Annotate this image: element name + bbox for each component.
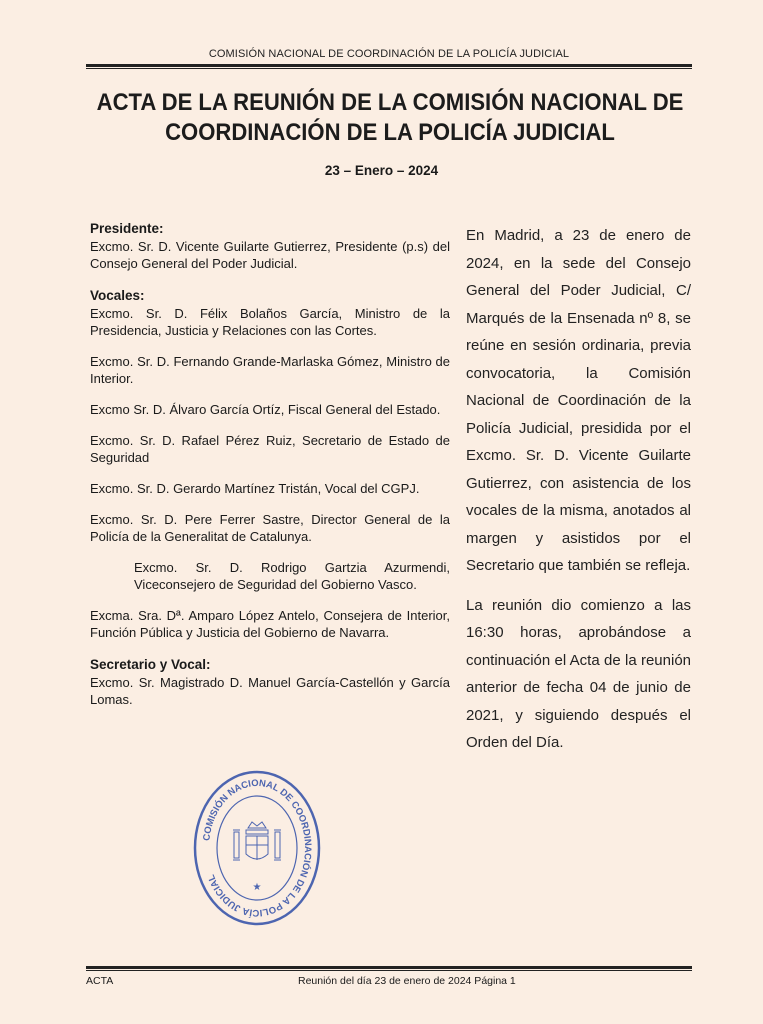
svg-text:COMISIÓN NACIONAL DE COORDINAC: COMISIÓN NACIONAL DE COORDINACIÓN DE LA POLICÍA JUDICIAL (201, 777, 314, 919)
vocal-entry: Excmo. Sr. D. Rodrigo Gartzia Azurmendi, Viceconsejero de Seguridad del Gobierno Vasco. (134, 560, 450, 592)
coat-of-arms-icon (233, 822, 281, 860)
footer-label: ACTA (86, 975, 114, 987)
title-line-2: COORDINACIÓN DE LA POLICÍA JUDICIAL (165, 119, 615, 146)
vocal-entry: Excmo. Sr. D. Fernando Grande-Marlaska Gómez, Ministro de Interior. (90, 354, 450, 386)
attendees-column (90, 220, 450, 708)
vocales-heading: Vocales: (90, 288, 145, 303)
secretario-entry: Excmo. Sr. Magistrado D. Manuel García-Castellón y García Lomas. (90, 675, 450, 707)
vocal-entry: Excmo Sr. D. Álvaro García Ortíz, Fiscal General del Estado. (90, 402, 441, 417)
presidente-heading: Presidente: (90, 221, 164, 236)
running-header: COMISIÓN NACIONAL DE COORDINACIÓN DE LA POLICÍA JUDICIAL (208, 48, 570, 60)
header-rule (86, 64, 692, 69)
official-seal (192, 770, 322, 926)
star-icon: ★ (252, 882, 262, 893)
vocal-entry: Excmo. Sr. D. Félix Bolaños García, Ministro de la Presidencia, Justicia y Relaciones con las Cortes. (90, 306, 450, 338)
body-paragraph-2: La reunión dio comienzo a las 16:30 horas, aprobándose a continuación el Acta de la reunión anterior de fecha 04 de junio de 2021, y siguiendo después el Orden del Día. (466, 596, 691, 751)
vocal-entry: Excmo. Sr. D. Rafael Pérez Ruiz, Secretario de Estado de Seguridad (90, 433, 450, 465)
title-line-1: ACTA DE LA REUNIÓN DE LA COMISIÓN NACIONAL DE (96, 89, 684, 116)
vocal-entry: Excma. Sra. Dª. Amparo López Antelo, Consejera de Interior, Función Pública y Justicia del Gobierno de Navarra. (90, 608, 450, 640)
body-column (466, 222, 691, 757)
secretario-heading: Secretario y Vocal: (90, 657, 211, 672)
footer-rule (86, 966, 692, 971)
vocal-entry: Excmo. Sr. D. Gerardo Martínez Tristán, Vocal del CGPJ. (90, 481, 420, 496)
body-paragraph-1: En Madrid, a 23 de enero de 2024, en la sede del Consejo General del Poder Judicial, C/ Marqués de la Ensenada nº 8, se reúne en sesión ordinaria, previa convocatoria, la Comisión Nacional de Coordinación de la Policía Judicial, presidida por el Excmo. Sr. D. Vicente Guilarte Gutierrez, con asistencia de los vocales de la misma, anotados al margen y asistidos por el Secretario que también se refleja. (466, 227, 691, 574)
presidente-entry: Excmo. Sr. D. Vicente Guilarte Gutierrez, Presidente (p.s) del Consejo General del Poder Judicial. (90, 239, 450, 271)
vocal-entry: Excmo. Sr. D. Pere Ferrer Sastre, Director General de la Policía de la Generalitat de Catalunya. (90, 512, 450, 544)
footer-page-info: Reunión del día 23 de enero de 2024 Página 1 (298, 975, 516, 987)
document-title (86, 88, 693, 148)
document-date: 23 – Enero – 2024 (324, 163, 439, 178)
